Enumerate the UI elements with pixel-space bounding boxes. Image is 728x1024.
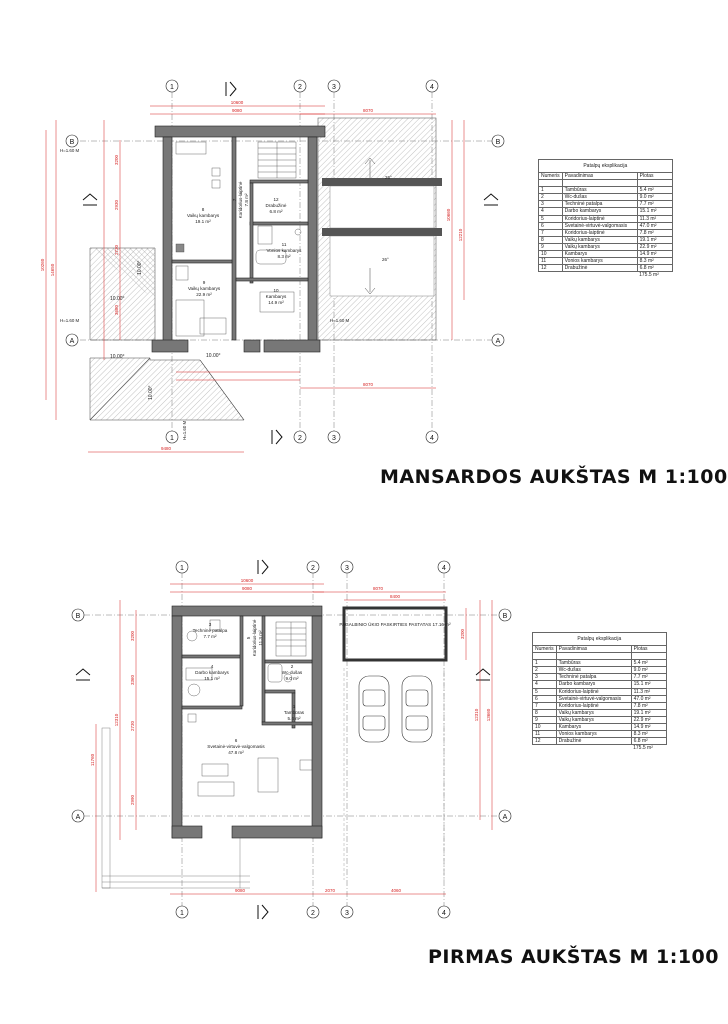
- schedule-header: Numeris: [539, 173, 563, 180]
- room-name: Kambarys: [265, 294, 287, 299]
- room-name: Koridorius-laiptinė: [252, 619, 257, 657]
- schedule-row: 9 Vaikų kambarys 22.9 m²: [533, 716, 667, 723]
- dimension-label: 3200: [130, 630, 135, 642]
- room-area: 15.1 m²: [204, 676, 220, 681]
- attic-axis-label: A: [495, 338, 501, 345]
- shed-label: PAGALBINIO ŪKIO PASKIRTIES PASTATAS 17.16 m²: [339, 622, 451, 627]
- room-area: 11.3 m²: [258, 630, 263, 646]
- room-number: 7: [232, 198, 237, 202]
- attic-axis-label: A: [69, 338, 75, 345]
- room-number: 12: [273, 197, 279, 202]
- ground-axis-label: 2: [311, 910, 315, 917]
- dimension-label: 10660: [446, 208, 451, 222]
- room-name: Koridorius-laiptinė: [238, 181, 243, 219]
- schedule-row: 10 Kambarys 14.9 m²: [539, 251, 673, 258]
- ground-plan-title: PIRMAS AUKŠTAS M 1:100: [428, 946, 719, 968]
- room-number: 5: [246, 636, 251, 640]
- schedule-row: 11 Vonios kambarys 8.3 m²: [539, 258, 673, 265]
- attic-axis-label: 3: [332, 435, 336, 442]
- schedule-row: 5 Koridorius-laiptinė 11.3 m²: [539, 215, 673, 222]
- room-name: Vaikų kambarys: [187, 286, 221, 291]
- dimension-label: 9080: [234, 888, 246, 893]
- attic-axis-label: 2: [298, 435, 302, 442]
- room-number: 6: [234, 738, 238, 743]
- room-schedule-ground: [532, 632, 667, 751]
- schedule-row: 12 Drabužinė 6.8 m²: [533, 738, 667, 745]
- ground-axis-label: B: [502, 613, 508, 620]
- room-number: 11: [281, 242, 287, 247]
- slope-label: 10.00°: [137, 260, 143, 275]
- attic-walls: [152, 126, 325, 352]
- schedule-row: 7 Koridorius-laiptinė 7.8 m²: [539, 229, 673, 236]
- room-name: Wc-dušas: [281, 670, 303, 675]
- schedule-header: Numeris: [533, 646, 557, 653]
- room-name: Techninė patalpa: [192, 628, 228, 633]
- attic-stair: [258, 142, 296, 178]
- ground-dimensions: [96, 584, 492, 894]
- room-name: Svetainė-virtuvė-valgomasis: [207, 744, 265, 749]
- dimension-label: 3200: [460, 628, 465, 640]
- schedule-header: Pavadinimas: [562, 173, 637, 180]
- schedule-row: 3 Techninė patalpa 7.7 m²: [539, 201, 673, 208]
- schedule-row: 12 Drabužinė 6.8 m²: [539, 265, 673, 272]
- attic-skylights: [322, 158, 442, 296]
- slope-label: 10.00°: [148, 385, 154, 400]
- level-mark: H=1.60 M: [330, 318, 350, 323]
- dimension-label: 10600: [230, 100, 244, 105]
- attic-plan-title: MANSARDOS AUKŠTAS M 1:100: [380, 466, 728, 488]
- schedule-row: 10 Kambarys 14.9 m²: [533, 724, 667, 731]
- schedule-row: 6 Svetainė-virtuvė-valgomasis 47.0 m²: [533, 695, 667, 702]
- ground-axis-label: A: [502, 814, 508, 821]
- dimension-label: 2730: [130, 720, 135, 732]
- schedule-row: 7 Koridorius-laiptinė 7.8 m²: [533, 702, 667, 709]
- schedule-row: 8 Vaikų kambarys 19.1 m²: [539, 236, 673, 243]
- parked-cars: [359, 676, 432, 742]
- schedule-row: 6 Svetainė-virtuvė-valgomasis 47.0 m²: [539, 222, 673, 229]
- dimension-label: 12310: [474, 708, 479, 722]
- schedule-row: 5 Koridorius-laiptinė 11.3 m²: [533, 688, 667, 695]
- dimension-label: 11760: [90, 753, 95, 767]
- ground-stair: [276, 622, 306, 656]
- schedule-header: Plotas: [637, 173, 672, 180]
- attic-axis-label: 1: [170, 435, 174, 442]
- dimension-label: 9080: [241, 586, 253, 591]
- attic-plan: [40, 80, 504, 452]
- room-name: Darbo kambarys: [195, 670, 229, 675]
- dimension-label: 4060: [390, 888, 402, 893]
- attic-axis-label: 1: [170, 84, 174, 91]
- room-schedule-attic: [538, 159, 673, 278]
- room-area: 19.1 m²: [195, 219, 211, 224]
- ground-axis-label: A: [75, 814, 81, 821]
- attic-axis-label: 2: [298, 84, 302, 91]
- dimension-label: 9480: [160, 446, 172, 451]
- dimension-label: 8400: [389, 594, 401, 599]
- schedule-row: 9 Vaikų kambarys 22.9 m²: [539, 243, 673, 250]
- dimension-label: 12210: [458, 228, 463, 242]
- dimension-label: 2990: [130, 794, 135, 806]
- dimension-label: 8070: [372, 586, 384, 591]
- attic-axis-label: B: [495, 139, 501, 146]
- dimension-label: 10600: [240, 578, 254, 583]
- schedule-row: 2 Wc-dušas 9.0 m²: [533, 667, 667, 674]
- room-number: 1: [292, 704, 296, 709]
- room-area: 6.8 m²: [269, 209, 283, 214]
- ground-axis-label: 4: [442, 565, 446, 572]
- room-number: 10: [273, 288, 279, 293]
- schedule-row: 4 Darbo kambarys 15.1 m²: [539, 208, 673, 215]
- schedule-total: 175.5 m²: [639, 272, 659, 279]
- dimension-label: 3680: [114, 304, 119, 316]
- skylight-label: 26°: [382, 257, 389, 262]
- dimension-label: 10260: [40, 258, 45, 272]
- dimension-label: 12310: [114, 713, 119, 727]
- skylight-label: 26°: [385, 175, 392, 180]
- slope-label: 10.00°: [110, 354, 125, 360]
- ground-axis-label: 3: [345, 565, 349, 572]
- room-area: 7.8 m²: [244, 193, 249, 207]
- room-number: 9: [202, 280, 206, 285]
- dimension-label: 2070: [324, 888, 336, 893]
- dimension-label: 9080: [231, 108, 243, 113]
- ground-axis-label: 2: [311, 565, 315, 572]
- schedule-header: Plotas: [631, 646, 666, 653]
- room-area: 47.8 m²: [228, 750, 244, 755]
- slope-label: 10.00°: [206, 353, 221, 359]
- room-name: Vonios kambarys: [266, 248, 302, 253]
- ground-axis-label: 1: [180, 565, 184, 572]
- dimension-label: 3200: [114, 154, 119, 166]
- ground-plan: [72, 560, 511, 919]
- attic-axis-label: B: [69, 139, 75, 146]
- dimension-label: 2730: [114, 244, 119, 256]
- attic-axis-label: 3: [332, 84, 336, 91]
- attic-axis-label: 4: [430, 84, 434, 91]
- room-area: 7.7 m²: [203, 634, 217, 639]
- schedule-caption: Patalpų eksplikacija: [533, 633, 667, 646]
- ground-axis-label: 3: [345, 910, 349, 917]
- room-area: 8.3 m²: [277, 254, 291, 259]
- room-name: Tambūras: [283, 710, 305, 715]
- level-mark: H=1.60 M: [182, 420, 187, 440]
- shed: [339, 608, 451, 660]
- ground-axis-label: B: [75, 613, 81, 620]
- schedule-row: 2 Wc-dušas 9.0 m²: [539, 194, 673, 201]
- level-mark: H=1.60 M: [60, 148, 80, 153]
- dimension-label: 2930: [114, 199, 119, 211]
- room-area: 22.9 m²: [196, 292, 212, 297]
- slope-label: 10.00°: [110, 296, 125, 302]
- room-number: 8: [201, 207, 205, 212]
- dimension-label: 3360: [130, 674, 135, 686]
- schedule-row: 1 Tambūras 5.4 m²: [539, 187, 673, 194]
- schedule-total: 175.5 m²: [633, 745, 653, 752]
- schedule-row: 3 Techninė patalpa 7.7 m²: [533, 674, 667, 681]
- dimension-label: 8070: [362, 108, 374, 113]
- ground-axis-label: 4: [442, 910, 446, 917]
- attic-furniture: [176, 142, 301, 336]
- schedule-caption: Patalpų eksplikacija: [539, 160, 673, 173]
- room-name: Drabužinė: [265, 203, 287, 208]
- schedule-header: Pavadinimas: [556, 646, 631, 653]
- room-area: 14.9 m²: [268, 300, 284, 305]
- schedule-row: 4 Darbo kambarys 15.1 m²: [533, 681, 667, 688]
- schedule-row: 11 Vonios kambarys 8.3 m²: [533, 731, 667, 738]
- room-area: 5.4 m²: [287, 716, 301, 721]
- room-number: 3: [208, 622, 212, 627]
- room-name: Vaikų kambarys: [186, 213, 220, 218]
- dimension-label: 14650: [50, 263, 55, 277]
- dimension-label: 8070: [362, 382, 374, 387]
- level-mark: H=1.60 M: [60, 318, 80, 323]
- dimension-label: 13660: [486, 708, 491, 722]
- room-number: 2: [290, 664, 294, 669]
- room-area: 9.0 m²: [285, 676, 299, 681]
- attic-axis-label: 4: [430, 435, 434, 442]
- ground-axis-label: 1: [180, 910, 184, 917]
- schedule-row: 8 Vaikų kambarys 19.1 m²: [533, 709, 667, 716]
- schedule-row: 1 Tambūras 5.4 m²: [533, 660, 667, 667]
- room-number: 4: [210, 664, 214, 669]
